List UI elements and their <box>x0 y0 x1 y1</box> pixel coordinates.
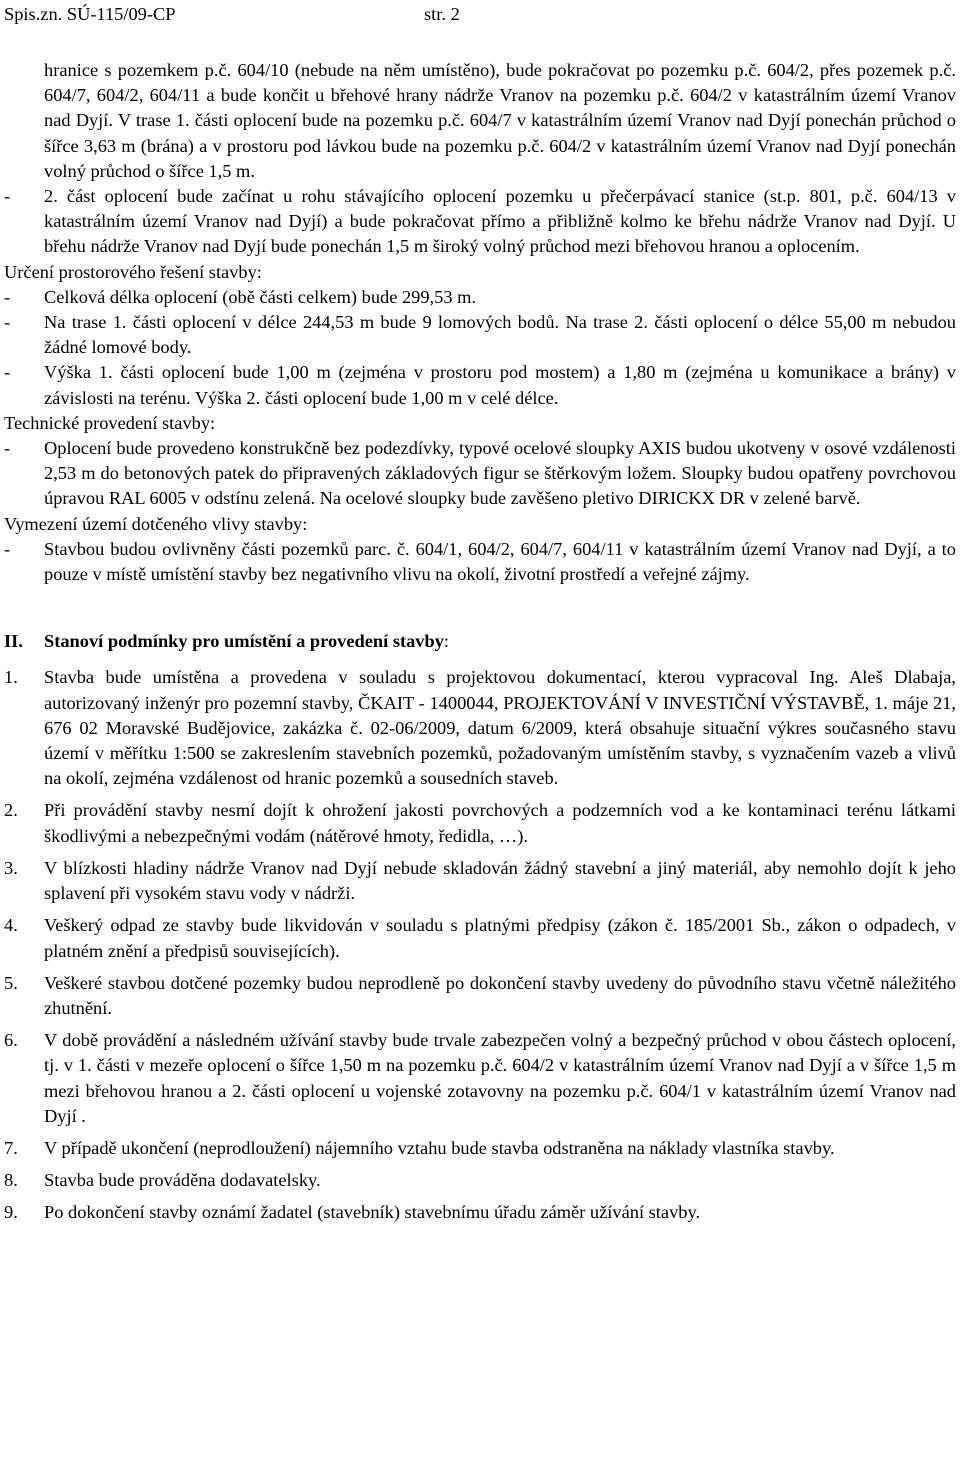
condition-number: 2. <box>4 800 18 821</box>
condition-item <box>4 1136 956 1161</box>
condition-item <box>4 971 956 1021</box>
condition-item <box>4 1200 956 1225</box>
section-ii-heading <box>4 629 956 654</box>
technical-heading: Technické provedení stavby: <box>4 412 216 433</box>
section-title: Stanoví podmínky pro umístění a provedení stavby <box>44 631 444 652</box>
spatial-item-text: Výška 1. části oplocení bude 1,00 m (zejména v prostoru pod mostem) a 1,80 m (zejména u komunikace a brány) v závislosti na terénu. Výška 2. části oplocení bude 1,00 m v celé délce. <box>44 362 956 408</box>
condition-number: 7. <box>4 1137 18 1158</box>
page-number: str. 2 <box>424 4 460 24</box>
condition-number: 9. <box>4 1202 18 1223</box>
condition-number: 5. <box>4 972 18 993</box>
document-body <box>4 58 956 1226</box>
condition-text: Při provádění stavby nesmí dojít k ohrožení jakosti povrchových a podzemních vod a ke kontaminaci terénu látkami škodlivými a nebezpečnými vodám (nátěrové hmoty, ředidla, …). <box>44 800 956 846</box>
condition-number: 6. <box>4 1030 18 1051</box>
spatial-item-text: Na trase 1. části oplocení v délce 244,53 m bude 9 lomových bodů. Na trase 2. části oplocení o délce 55,00 m nebudou žádné lomové body. <box>44 312 956 358</box>
dash-marker: - <box>4 538 11 559</box>
route-2-item <box>4 184 956 260</box>
condition-item <box>4 1168 956 1193</box>
condition-text: V blízkosti hladiny nádrže Vranov nad Dyjí nebude skladován žádný stavební a jiný materiál, aby nemohlo dojít k jeho splavení při vysokém stavu vody v nádrži. <box>44 857 956 904</box>
condition-text: Veškeré stavbou dotčené pozemky budou neprodleně po dokončení stavby uvedeny do původního stavu včetně náležitého zhutnění. <box>44 972 956 1018</box>
condition-text: Stavba bude prováděna dodavatelsky. <box>44 1170 321 1191</box>
dash-marker: - <box>4 362 11 383</box>
condition-number: 8. <box>4 1170 18 1191</box>
impact-heading: Vymezení území dotčeného vlivy stavby: <box>4 513 308 534</box>
file-reference: Spis.zn. SÚ-115/09-CP <box>4 4 176 24</box>
impact-item <box>4 537 956 587</box>
intro-paragraph: hranice s pozemkem p.č. 604/10 (nebude na něm umístěno), bude pokračovat po pozemku p.č. 604/2, přes pozemek p.č. 604/7, 604/2, 604/11 a bude končit u břehové hrany nádrže Vranov na pozemku p.č. 604/2 v katastrálním území Vranov nad Dyjí. V trase 1. části oplocení bude na pozemku p.č. 604/7 v katastrálním území Vranov nad Dyjí ponechán průchod o šířce 3,63 m (brána) a v prostoru pod lávkou bude na pozemku p.č. 604/2 v katastrálním území Vranov nad Dyjí ponechán volný průchod o šířce 1,5 m. <box>44 60 956 181</box>
condition-item <box>4 856 956 906</box>
route-2-text: 2. část oplocení bude začínat u rohu stávajícího oplocení pozemku u přečerpávací stanice (st.p. 801, p.č. 604/13 v katastrálním území Vranov nad Dyjí) a bude pokračovat přímo a přibližně kolmo ke břehu nádrže Vranov nad Dyjí. U břehu nádrže Vranov nad Dyjí bude ponechán 1,5 m široký volný průchod mezi břehovou hranou a oplocením. <box>44 186 956 257</box>
section-title-suffix: : <box>443 631 450 652</box>
impact-item-text: Stavbou budou ovlivněny části pozemků parc. č. 604/1, 604/2, 604/7, 604/11 v katastrálním území Vranov nad Dyjí, a to pouze v místě umístění stavby bez negativního vlivu na okolí, životní prostředí a veřejné zájmy. <box>44 538 956 585</box>
dash-marker: - <box>4 186 11 207</box>
spatial-heading: Určení prostorového řešení stavby: <box>4 261 262 282</box>
section-number: II. <box>4 631 23 652</box>
condition-text: Po dokončení stavby oznámí žadatel (stavebník) stavebnímu úřadu záměr užívání stavby. <box>44 1202 701 1223</box>
spatial-item-text: Celková délka oplocení (obě části celkem) bude 299,53 m. <box>44 286 477 307</box>
condition-text: V případě ukončení (neprodloužení) nájemního vztahu bude stavba odstraněna na náklady vlastníka stavby. <box>44 1137 835 1158</box>
condition-text: Stavba bude umístěna a provedena v souladu s projektovou dokumentací, kterou vypracoval Ing. Aleš Dlabaja, autorizovaný inženýr pro pozemní stavby, ČKAIT - 1400044, PROJEKTOVÁNÍ V INVESTIČNÍ VÝSTAVBĚ, 1. máje 21, 676 02 Moravské Budějovice, zakázka č. 02-06/2009, datum 6/2009, která obsahuje situační výkres současného stavu území v měřítku 1:500 se zakreslením stavebních pozemků, požadovaným umístěním stavby, s vyznačením vazeb a vlivů na okolí, zejména vzdálenost od hranic pozemků a sousedních staveb. <box>44 667 956 789</box>
technical-item <box>4 436 956 512</box>
condition-number: 1. <box>4 667 18 688</box>
page-header <box>4 2 944 28</box>
dash-marker: - <box>4 312 11 333</box>
condition-item <box>4 798 956 848</box>
section-title-wrap <box>44 629 449 654</box>
dash-marker: - <box>4 286 11 307</box>
condition-item <box>4 1028 956 1129</box>
condition-text: V době provádění a následném užívání stavby bude trvale zabezpečen volný a bezpečný průchod v obou částech oplocení, tj. v 1. části v mezeře oplocení o šířce 1,50 m na pozemku p.č. 604/2 v katastrálním území Vranov nad Dyjí a v šířce 1,5 m mezi břehovou hranou a 2. části oplocení u vojenské zotavovny na pozemku p.č. 604/1 v katastrálním území Vranov nad Dyjí . <box>44 1030 956 1126</box>
dash-marker: - <box>4 438 11 459</box>
technical-item-text: Oplocení bude provedeno konstrukčně bez podezdívky, typové ocelové sloupky AXIS budou ukotveny v osové vzdálenosti 2,53 m do betonových patek do připravených základových figur se štěrkovým ložem. Sloupky budou opatřeny povrchovou úpravou RAL 6005 v odstínu zelená. Na ocelové sloupky bude zavěšeno pletivo DIRICKX DR v zelené barvě. <box>44 438 956 509</box>
condition-number: 3. <box>4 857 18 878</box>
spatial-item <box>4 285 956 310</box>
condition-item <box>4 913 956 963</box>
spatial-item <box>4 360 956 410</box>
condition-text: Veškerý odpad ze stavby bude likvidován v souladu s platnými předpisy (zákon č. 185/2001 Sb., zákon o odpadech, v platném znění a předpisů souvisejících). <box>44 915 956 961</box>
condition-number: 4. <box>4 915 18 936</box>
spatial-item <box>4 310 956 360</box>
condition-item <box>4 665 956 791</box>
